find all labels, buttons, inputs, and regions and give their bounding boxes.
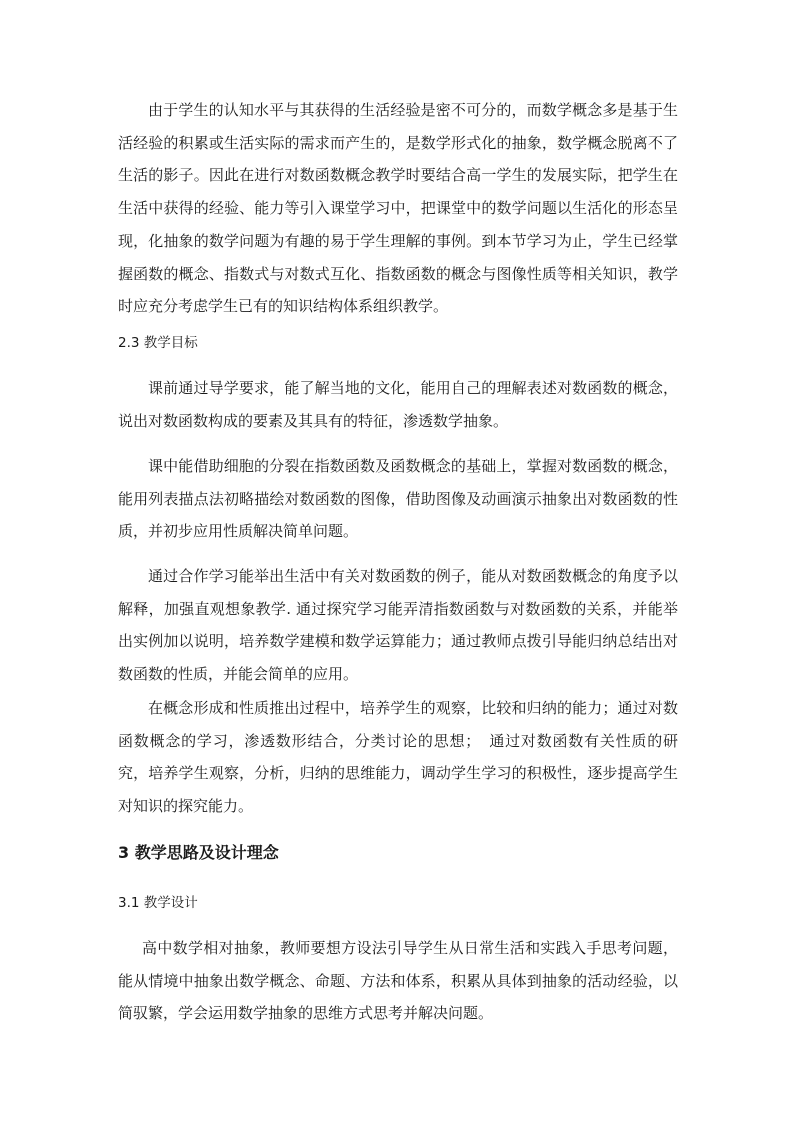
paragraph-intro: 由于学生的认知水平与其获得的生活经验是密不可分的，而数学概念多是基于生活经验的积累或生活实际的需求而产生的，是数学形式化的抽象，数学概念脱离不了生活的影子。因此在进行对数函数概念教学时要结合高一学生的发展实际，把学生在生活中获得的经验、能力等引入课堂学习中，把课堂中的数学问题以生活化的形态呈现，化抽象的数学问题为有趣的易于学生理解的事例。到本节学习为止，学生已经掌握函数的概念、指数式与对数式互化、指数函数的概念与图像性质等相关知识，教学时应充分考虑学生已有的知识结构体系组织教学。: [118, 101, 678, 316]
paragraph-objective-1: 课前通过导学要求，能了解当地的文化，能用自己的理解表述对数函数的概念，说出对数函数构成的要素及其具有的特征，渗透数学抽象。: [118, 379, 678, 430]
heading-3-1: 3.1 教学设计: [118, 895, 198, 911]
paragraph-objective-3: 通过合作学习能举出生活中有关对数函数的例子，能从对数函数概念的角度予以解释，加强直观想象教学. 通过探究学习能弄清指数函数与对数函数的关系，并能举出实例加以说明，培养数学建模和数学运算能力；通过教师点拨引导能归纳总结出对数函数的性质，并能会简单的应用。: [118, 567, 678, 684]
paragraph-design: 高中数学相对抽象，教师要想方设法引导学生从日常生活和实践入手思考问题，能从情境中抽象出数学概念、命题、方法和体系，积累从具体到抽象的活动经验，以简驭繁，学会运用数学抽象的思维方式思考并解决问题。: [118, 939, 678, 1023]
heading-2-3: 2.3 教学目标: [118, 335, 198, 351]
paragraph-objective-2: 课中能借助细胞的分裂在指数函数及函数概念的基础上，掌握对数函数的概念，能用列表描点法初略描绘对数函数的图像，借助图像及动画演示抽象出对数函数的性质，并初步应用性质解决简单问题。: [118, 457, 678, 541]
heading-3: 3 教学思路及设计理念: [118, 843, 279, 862]
paragraph-objective-4: 在概念形成和性质推出过程中，培养学生的观察，比较和归纳的能力；通过对数函数概念的学习，渗透数形结合，分类讨论的思想； 通过对数函数有关性质的研究，培养学生观察，分析，归纳的思维能力，调动学生学习的积极性，逐步提高学生对知识的探究能力。: [118, 699, 678, 816]
